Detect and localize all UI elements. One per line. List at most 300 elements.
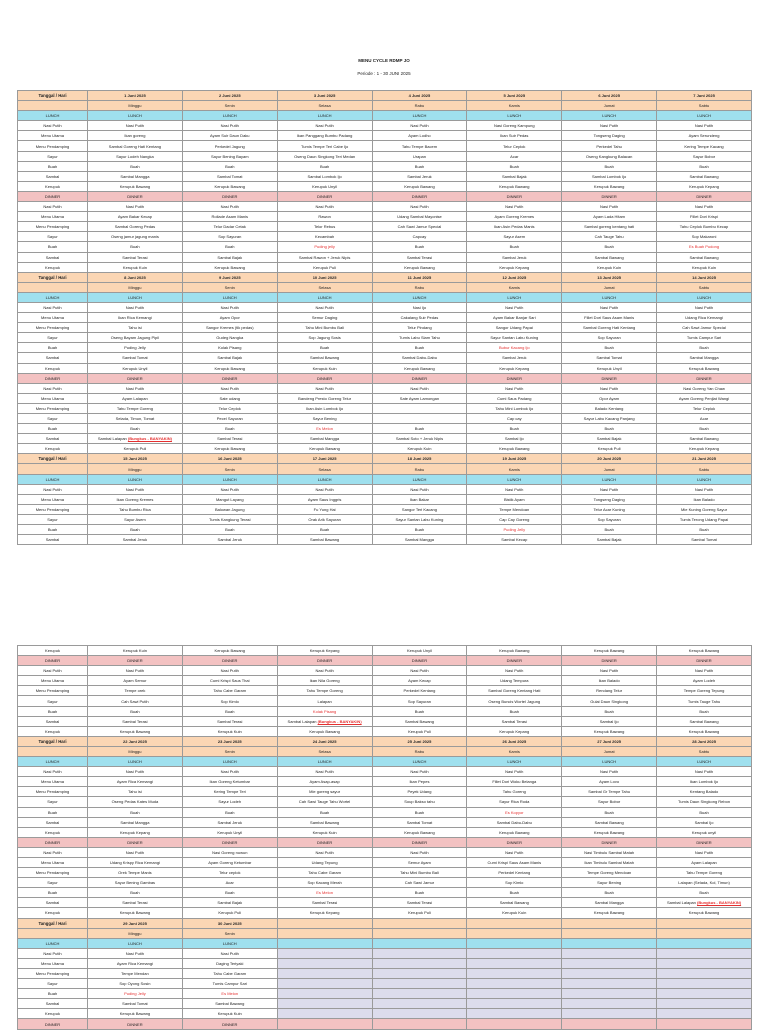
menu-cell: Buah bbox=[372, 161, 467, 171]
menu-cell bbox=[657, 989, 752, 999]
menu-cell: Jumat bbox=[562, 282, 657, 292]
document-period: Periode : 1 - 30 JUNI 2025 bbox=[357, 71, 411, 76]
menu-cell: Sambal Terasi bbox=[372, 898, 467, 908]
menu-cell: Sambal Bawang bbox=[277, 535, 372, 545]
menu-cell: Kerupuk Unyil bbox=[277, 181, 372, 191]
menu-cell bbox=[657, 928, 752, 938]
menu-cell: Buah bbox=[562, 525, 657, 535]
menu-cell: Nasi Putih bbox=[562, 202, 657, 212]
menu-cell: Sambal Terasi bbox=[88, 716, 183, 726]
menu-cell: DINNER bbox=[657, 191, 752, 201]
menu-cell: Nasi Putih bbox=[372, 767, 467, 777]
menu-cell: Ayam Saus Inggris bbox=[277, 494, 372, 504]
menu-cell: Oseng Buncis Wortel Jagung bbox=[467, 696, 562, 706]
menu-cell: Buah bbox=[657, 706, 752, 716]
menu-cell: Ayam Asap-asap bbox=[277, 777, 372, 787]
menu-cell: Nasi Putih bbox=[88, 847, 183, 857]
date-header-row bbox=[18, 454, 752, 464]
menu-cell: Tumis Tauge Tahu bbox=[657, 696, 752, 706]
menu-row bbox=[18, 181, 752, 191]
menu-cell: Kerupuk Bawang bbox=[88, 181, 183, 191]
menu-cell: Nasi Putih bbox=[277, 484, 372, 494]
row-label-cell: Sambal bbox=[18, 171, 88, 181]
menu-cell bbox=[467, 1019, 562, 1029]
menu-cell: Sambal Jeruk bbox=[182, 817, 277, 827]
dinner-section-row bbox=[18, 656, 752, 666]
menu-cell: Tahu Cabe Garam bbox=[182, 969, 277, 979]
menu-cell: Kerupuk Kuin bbox=[372, 444, 467, 454]
menu-row bbox=[18, 232, 752, 242]
menu-cell: Sop Makaroni bbox=[657, 232, 752, 242]
menu-row bbox=[18, 827, 752, 837]
menu-cell: Sop Kimlo bbox=[467, 878, 562, 888]
menu-cell: Nasi Putih bbox=[88, 121, 183, 131]
menu-cell: Sop Sayuran bbox=[562, 514, 657, 524]
row-label-cell: Menu Utama bbox=[18, 958, 88, 968]
menu-cell: Kerupuk Bawang bbox=[182, 181, 277, 191]
menu-cell bbox=[657, 938, 752, 948]
menu-cell: Tahu Goreng bbox=[467, 787, 562, 797]
menu-cell: Lalapan bbox=[277, 696, 372, 706]
menu-cell: Sambal Lalapan (Bungkus - BANYAKIN) bbox=[88, 434, 183, 444]
menu-cell: Kamis bbox=[467, 282, 562, 292]
menu-cell: Cumi Krispi Saus Asam Manis bbox=[467, 857, 562, 867]
menu-cell: Sambal Ijo bbox=[562, 716, 657, 726]
menu-cell: Ayam Goreng Kremes bbox=[467, 212, 562, 222]
row-label-cell: DINNER bbox=[18, 1019, 88, 1029]
menu-cell: Udang Sambal Mayonise bbox=[372, 212, 467, 222]
menu-cell: 27 Juni 2025 bbox=[562, 736, 657, 746]
menu-cell: LUNCH bbox=[657, 111, 752, 121]
menu-row bbox=[18, 535, 752, 545]
menu-table-page-2 bbox=[17, 645, 752, 1030]
menu-row bbox=[18, 716, 752, 726]
menu-cell: Sambal Ijo bbox=[657, 817, 752, 827]
menu-cell: Tahu Cabe Garam bbox=[182, 686, 277, 696]
lunch-section-row bbox=[18, 474, 752, 484]
menu-cell: Nasi Putih bbox=[467, 202, 562, 212]
menu-cell: LUNCH bbox=[277, 474, 372, 484]
menu-cell: Kolak Pisang bbox=[277, 706, 372, 716]
menu-cell: 30 Juni 2025 bbox=[182, 918, 277, 928]
row-label-cell: Sambal bbox=[18, 535, 88, 545]
date-header-row bbox=[18, 91, 752, 101]
menu-cell: Kerupuk Kepang bbox=[277, 646, 372, 656]
row-label-cell bbox=[18, 464, 88, 474]
menu-cell: Ayam Opor bbox=[182, 313, 277, 323]
menu-cell: LUNCH bbox=[88, 292, 183, 302]
menu-cell: Ayam Lada Hitam bbox=[562, 212, 657, 222]
menu-cell: Buah bbox=[372, 242, 467, 252]
row-label-cell: Menu Utama bbox=[18, 676, 88, 686]
row-label-cell: LUNCH bbox=[18, 757, 88, 767]
row-label-cell: Kerupuk bbox=[18, 181, 88, 191]
menu-cell: 21 Juni 2025 bbox=[657, 454, 752, 464]
menu-cell: Buah bbox=[372, 888, 467, 898]
menu-cell: Tahu isi bbox=[88, 787, 183, 797]
menu-cell: LUNCH bbox=[182, 111, 277, 121]
menu-cell: Sambal Tomat bbox=[88, 999, 183, 1009]
menu-cell: Nasi Putih bbox=[277, 302, 372, 312]
menu-cell: Telur Acar Kuning bbox=[562, 504, 657, 514]
menu-cell: Acar bbox=[182, 878, 277, 888]
menu-cell: Ayam Lalapan bbox=[657, 857, 752, 867]
menu-cell: DINNER bbox=[182, 656, 277, 666]
menu-cell: Perkedel Jagung bbox=[182, 141, 277, 151]
menu-cell: Nasi Putih bbox=[277, 121, 372, 131]
menu-cell: Sop Sayuran bbox=[562, 333, 657, 343]
menu-row bbox=[18, 353, 752, 363]
menu-cell: Rabu bbox=[372, 464, 467, 474]
menu-cell: Sayur Santan Labu Kuning bbox=[372, 514, 467, 524]
menu-cell: 15 Juni 2025 bbox=[88, 454, 183, 464]
menu-cell: Sambal Dabu-Dabu bbox=[372, 353, 467, 363]
row-label-cell: Menu Pendamping bbox=[18, 969, 88, 979]
menu-cell: Nasi Putih bbox=[657, 484, 752, 494]
menu-cell: Sambal Bajak bbox=[182, 353, 277, 363]
menu-cell: Sambal Bawang bbox=[562, 252, 657, 262]
menu-row bbox=[18, 434, 752, 444]
menu-cell: Buah bbox=[88, 888, 183, 898]
menu-cell: DINNER bbox=[372, 837, 467, 847]
menu-cell: Kerupuk Kuin bbox=[277, 827, 372, 837]
menu-cell: 19 Juni 2025 bbox=[467, 454, 562, 464]
menu-cell bbox=[467, 928, 562, 938]
menu-cell: Sambal Terasi bbox=[88, 898, 183, 908]
menu-cell: Sop Oyong Sosin bbox=[88, 979, 183, 989]
menu-cell: Ikan Balado bbox=[562, 676, 657, 686]
menu-cell: Sambal Terasi bbox=[277, 898, 372, 908]
menu-cell: Peyek Udang bbox=[372, 787, 467, 797]
menu-cell: Sayur Rica Roda bbox=[467, 797, 562, 807]
menu-cell: Ayam Bakar Kecap bbox=[88, 212, 183, 222]
menu-cell: Kerupuk Bawang bbox=[657, 726, 752, 736]
menu-cell: Sambal Lalapan (Bungkus - BANYAKIN) bbox=[657, 898, 752, 908]
menu-cell: Kerupuk Puli bbox=[372, 908, 467, 918]
menu-cell bbox=[562, 969, 657, 979]
menu-cell: Jumat bbox=[562, 464, 657, 474]
menu-cell: Selasa bbox=[277, 282, 372, 292]
menu-cell: Senin bbox=[182, 101, 277, 111]
menu-row bbox=[18, 444, 752, 454]
menu-row bbox=[18, 313, 752, 323]
menu-cell bbox=[372, 928, 467, 938]
menu-cell: Buah bbox=[657, 807, 752, 817]
menu-cell: Kerupuk Puli bbox=[277, 262, 372, 272]
menu-cell: Buah bbox=[562, 424, 657, 434]
menu-cell: LUNCH bbox=[88, 474, 183, 484]
menu-cell: Kerupuk Kuin bbox=[88, 262, 183, 272]
row-label-cell: LUNCH bbox=[18, 292, 88, 302]
row-label-cell: Menu Pendamping bbox=[18, 222, 88, 232]
menu-row bbox=[18, 121, 752, 131]
menu-row bbox=[18, 979, 752, 989]
menu-cell: Nasi Putih bbox=[182, 302, 277, 312]
row-label-cell: Sayur bbox=[18, 414, 88, 424]
menu-cell: Buah bbox=[277, 161, 372, 171]
menu-cell: Puding jelly bbox=[277, 242, 372, 252]
menu-cell: Nasi Goreng Yan Chaw bbox=[657, 383, 752, 393]
menu-cell bbox=[562, 948, 657, 958]
menu-cell: Oseng Kangkung Balacan bbox=[562, 151, 657, 161]
menu-cell: Oseng jamur jagung manis bbox=[88, 232, 183, 242]
menu-cell: Tumis Campur Sari bbox=[657, 333, 752, 343]
row-label-cell: Menu Pendamping bbox=[18, 787, 88, 797]
menu-cell bbox=[277, 938, 372, 948]
menu-cell: Sambal Bajak bbox=[562, 434, 657, 444]
menu-cell: Bubur Kacang Ijo bbox=[467, 343, 562, 353]
menu-cell: LUNCH bbox=[562, 757, 657, 767]
menu-cell: Nasi Putih bbox=[182, 948, 277, 958]
menu-cell: Nasi Ijo bbox=[372, 302, 467, 312]
menu-cell: Sambal Goreng Kentang Hati bbox=[467, 686, 562, 696]
menu-cell: Kerupuk Bawang bbox=[372, 363, 467, 373]
menu-cell: Kerupuk Bawang bbox=[467, 827, 562, 837]
menu-cell: 2 Juni 2025 bbox=[182, 91, 277, 101]
row-label-cell: Sayur bbox=[18, 514, 88, 524]
menu-cell: Kerupuk Bawang bbox=[562, 827, 657, 837]
menu-cell: DINNER bbox=[467, 373, 562, 383]
menu-cell: Sambal Gr Tempe Tahu bbox=[562, 787, 657, 797]
menu-cell: DINNER bbox=[182, 1019, 277, 1029]
row-label-cell: Sayur bbox=[18, 232, 88, 242]
weekday-row bbox=[18, 928, 752, 938]
menu-cell: Buah bbox=[277, 525, 372, 535]
menu-row bbox=[18, 222, 752, 232]
menu-cell: Mie Kuning Goreng Sayur bbox=[657, 504, 752, 514]
menu-cell: 14 Juni 2025 bbox=[657, 272, 752, 282]
menu-cell: Cah Tauge Tahu bbox=[562, 232, 657, 242]
menu-cell: Nasi Putih bbox=[562, 484, 657, 494]
row-label-cell bbox=[18, 928, 88, 938]
menu-cell: Sambal Mangga bbox=[562, 898, 657, 908]
menu-cell: Sambal Bawang bbox=[277, 353, 372, 363]
menu-cell: Fillet Dori Woku Belanga bbox=[467, 777, 562, 787]
menu-cell bbox=[372, 1019, 467, 1029]
menu-cell: Sambal Bajak bbox=[467, 171, 562, 181]
menu-cell: Nasi Putih bbox=[277, 202, 372, 212]
menu-cell: DINNER bbox=[372, 191, 467, 201]
menu-cell bbox=[372, 958, 467, 968]
row-label-cell: Sayur bbox=[18, 696, 88, 706]
menu-cell: 8 Juni 2025 bbox=[88, 272, 183, 282]
menu-cell: 29 Juni 2025 bbox=[88, 918, 183, 928]
menu-cell: Nasi Putih bbox=[657, 121, 752, 131]
menu-cell: DINNER bbox=[467, 837, 562, 847]
menu-cell: Nasi Putih bbox=[657, 666, 752, 676]
menu-cell: Sambal Ijo bbox=[467, 434, 562, 444]
menu-cell: 4 Juni 2025 bbox=[372, 91, 467, 101]
menu-cell: Sambal Goreng Hati Kentang bbox=[562, 323, 657, 333]
menu-cell: DINNER bbox=[88, 191, 183, 201]
menu-cell: Nasi Putih bbox=[467, 383, 562, 393]
row-label-cell: Kerupuk bbox=[18, 726, 88, 736]
menu-cell: Kerupuk Bawang bbox=[657, 363, 752, 373]
row-label-cell: Buah bbox=[18, 807, 88, 817]
menu-cell: Udang Krispy Rica Kemangi bbox=[88, 857, 183, 867]
menu-cell: Orek Tempe Manis bbox=[88, 868, 183, 878]
menu-cell: Nasi Putih bbox=[562, 302, 657, 312]
menu-cell: LUNCH bbox=[657, 757, 752, 767]
row-label-cell: Menu Utama bbox=[18, 777, 88, 787]
menu-row bbox=[18, 948, 752, 958]
menu-cell: Senin bbox=[182, 746, 277, 756]
row-label-cell: Sambal bbox=[18, 999, 88, 1009]
row-label-cell: Sambal bbox=[18, 434, 88, 444]
menu-cell: Mangut Layang bbox=[182, 494, 277, 504]
weekday-row bbox=[18, 746, 752, 756]
menu-cell: LUNCH bbox=[657, 292, 752, 302]
menu-cell: Sambal Tomat bbox=[562, 353, 657, 363]
menu-cell: DINNER bbox=[467, 191, 562, 201]
menu-cell: Rabu bbox=[372, 746, 467, 756]
menu-cell: Sambal Lombok Ijo bbox=[277, 171, 372, 181]
menu-cell: Nasi Putih bbox=[372, 847, 467, 857]
menu-cell: Nasi Putih bbox=[467, 666, 562, 676]
menu-cell: Buah bbox=[562, 807, 657, 817]
menu-cell: DINNER bbox=[657, 373, 752, 383]
menu-cell: Sambal Mangga bbox=[372, 535, 467, 545]
row-label-cell: Menu Pendamping bbox=[18, 868, 88, 878]
row-label-cell: Menu Utama bbox=[18, 494, 88, 504]
menu-cell: Ayam Lodho bbox=[372, 131, 467, 141]
menu-cell: Senin bbox=[182, 464, 277, 474]
menu-row bbox=[18, 787, 752, 797]
menu-cell: Cah Sawi Tauge Tahu Wortel bbox=[277, 797, 372, 807]
weekday-row bbox=[18, 101, 752, 111]
menu-row bbox=[18, 1009, 752, 1019]
menu-cell: Puding Jelly bbox=[467, 525, 562, 535]
menu-row bbox=[18, 403, 752, 413]
row-label-cell: Sayur bbox=[18, 878, 88, 888]
menu-row bbox=[18, 847, 752, 857]
menu-cell bbox=[467, 918, 562, 928]
menu-cell: Sayur Bening bbox=[562, 878, 657, 888]
menu-cell: Kerupuk Bawang bbox=[467, 444, 562, 454]
menu-cell: Ayam Rica Kemangi bbox=[88, 958, 183, 968]
menu-cell: Sambal Bawang bbox=[277, 817, 372, 827]
menu-cell: Opor Ayam bbox=[562, 393, 657, 403]
menu-cell: LUNCH bbox=[372, 292, 467, 302]
menu-cell: DINNER bbox=[562, 837, 657, 847]
menu-cell: Kerupuk Kepang bbox=[467, 262, 562, 272]
row-label-cell: Menu Pendamping bbox=[18, 141, 88, 151]
row-label-cell: Buah bbox=[18, 989, 88, 999]
row-label-cell: DINNER bbox=[18, 373, 88, 383]
menu-cell: Nasi Putih bbox=[182, 484, 277, 494]
menu-cell: Sangor Teri Kacang bbox=[372, 504, 467, 514]
menu-cell bbox=[372, 1009, 467, 1019]
menu-cell: Kerupuk Kepang bbox=[277, 908, 372, 918]
menu-cell: Buah bbox=[657, 888, 752, 898]
menu-cell: Es Melon bbox=[182, 989, 277, 999]
menu-cell: Kerupuk Unyil bbox=[88, 363, 183, 373]
menu-cell: Telur Pindang bbox=[372, 323, 467, 333]
menu-cell: Tongseng Daging bbox=[562, 494, 657, 504]
row-label-cell: Sambal bbox=[18, 716, 88, 726]
date-header-row bbox=[18, 918, 752, 928]
menu-cell: Kerupuk Kuin bbox=[562, 262, 657, 272]
menu-cell bbox=[277, 918, 372, 928]
menu-cell: Ikan Timbulu Sambal Matah bbox=[562, 857, 657, 867]
date-header-row bbox=[18, 272, 752, 282]
menu-cell bbox=[372, 403, 467, 413]
menu-cell: Tempe Goreng Mendoan bbox=[562, 868, 657, 878]
menu-cell: Nasi Putih bbox=[277, 666, 372, 676]
menu-cell bbox=[277, 1009, 372, 1019]
menu-cell: Tempe Mendoan bbox=[467, 504, 562, 514]
menu-cell: Balowan Jagung bbox=[182, 504, 277, 514]
menu-cell: Sambal Goreng Pedas bbox=[88, 222, 183, 232]
menu-cell: Sambal Terasi bbox=[88, 252, 183, 262]
menu-cell: Buah bbox=[277, 343, 372, 353]
menu-cell: Kerupuk Bawang bbox=[277, 726, 372, 736]
menu-cell: Ayam Suir Daun Daku bbox=[182, 131, 277, 141]
menu-cell bbox=[467, 999, 562, 1009]
menu-cell: Senin bbox=[182, 282, 277, 292]
menu-cell: Sambal Soto + Jeruk Nipis bbox=[372, 434, 467, 444]
dinner-section-row bbox=[18, 373, 752, 383]
menu-cell bbox=[372, 948, 467, 958]
menu-cell: Nasi Putih bbox=[467, 484, 562, 494]
menu-cell: Kamis bbox=[467, 746, 562, 756]
menu-cell: Perkedel Kentang bbox=[467, 868, 562, 878]
menu-cell: DINNER bbox=[277, 191, 372, 201]
menu-cell: Kerupuk Kuin bbox=[467, 908, 562, 918]
menu-cell: Nasi Putih bbox=[562, 767, 657, 777]
menu-cell: LUNCH bbox=[182, 474, 277, 484]
menu-cell bbox=[657, 999, 752, 1009]
menu-cell bbox=[562, 989, 657, 999]
menu-cell: 20 Juni 2025 bbox=[562, 454, 657, 464]
menu-cell: Kamis bbox=[467, 464, 562, 474]
menu-cell bbox=[562, 928, 657, 938]
menu-cell: Sayur Asem bbox=[467, 232, 562, 242]
menu-cell: Ikan Lombok Ijo bbox=[657, 777, 752, 787]
menu-cell: LUNCH bbox=[277, 292, 372, 302]
row-label-cell: Sambal bbox=[18, 817, 88, 827]
menu-row bbox=[18, 797, 752, 807]
menu-cell: LUNCH bbox=[372, 111, 467, 121]
menu-cell: Buah bbox=[657, 343, 752, 353]
menu-cell: Buah bbox=[562, 161, 657, 171]
menu-cell: Sambal Tomat bbox=[372, 817, 467, 827]
menu-cell: 12 Juni 2025 bbox=[467, 272, 562, 282]
row-label-cell bbox=[18, 101, 88, 111]
menu-cell: DINNER bbox=[277, 837, 372, 847]
menu-cell: Fillet Dori Krispi bbox=[657, 212, 752, 222]
menu-cell: Ikan Balado bbox=[657, 494, 752, 504]
menu-cell: Tahu Cabe Garam bbox=[277, 868, 372, 878]
menu-cell: Nasi Putih bbox=[562, 121, 657, 131]
menu-cell bbox=[372, 414, 467, 424]
menu-cell: LUNCH bbox=[562, 474, 657, 484]
menu-cell: Sambal goreng kentang hati bbox=[562, 222, 657, 232]
menu-row bbox=[18, 171, 752, 181]
menu-row bbox=[18, 878, 752, 888]
menu-cell: Acar bbox=[657, 414, 752, 424]
menu-cell: Es Buah Pudong bbox=[657, 242, 752, 252]
menu-cell: Kerupuk Bawang bbox=[467, 646, 562, 656]
menu-cell: Es Melon bbox=[277, 888, 372, 898]
menu-cell: Sambal Lombok Ijo bbox=[562, 171, 657, 181]
menu-cell: Tumis Kangkung Terasi bbox=[182, 514, 277, 524]
menu-cell: Minggu bbox=[88, 746, 183, 756]
menu-cell: Tahu Mini Bumbu Bali bbox=[372, 868, 467, 878]
menu-cell: Nasi Putih bbox=[88, 383, 183, 393]
menu-cell: Sambal Bawang bbox=[657, 434, 752, 444]
menu-cell: Kolak Pisang bbox=[182, 343, 277, 353]
